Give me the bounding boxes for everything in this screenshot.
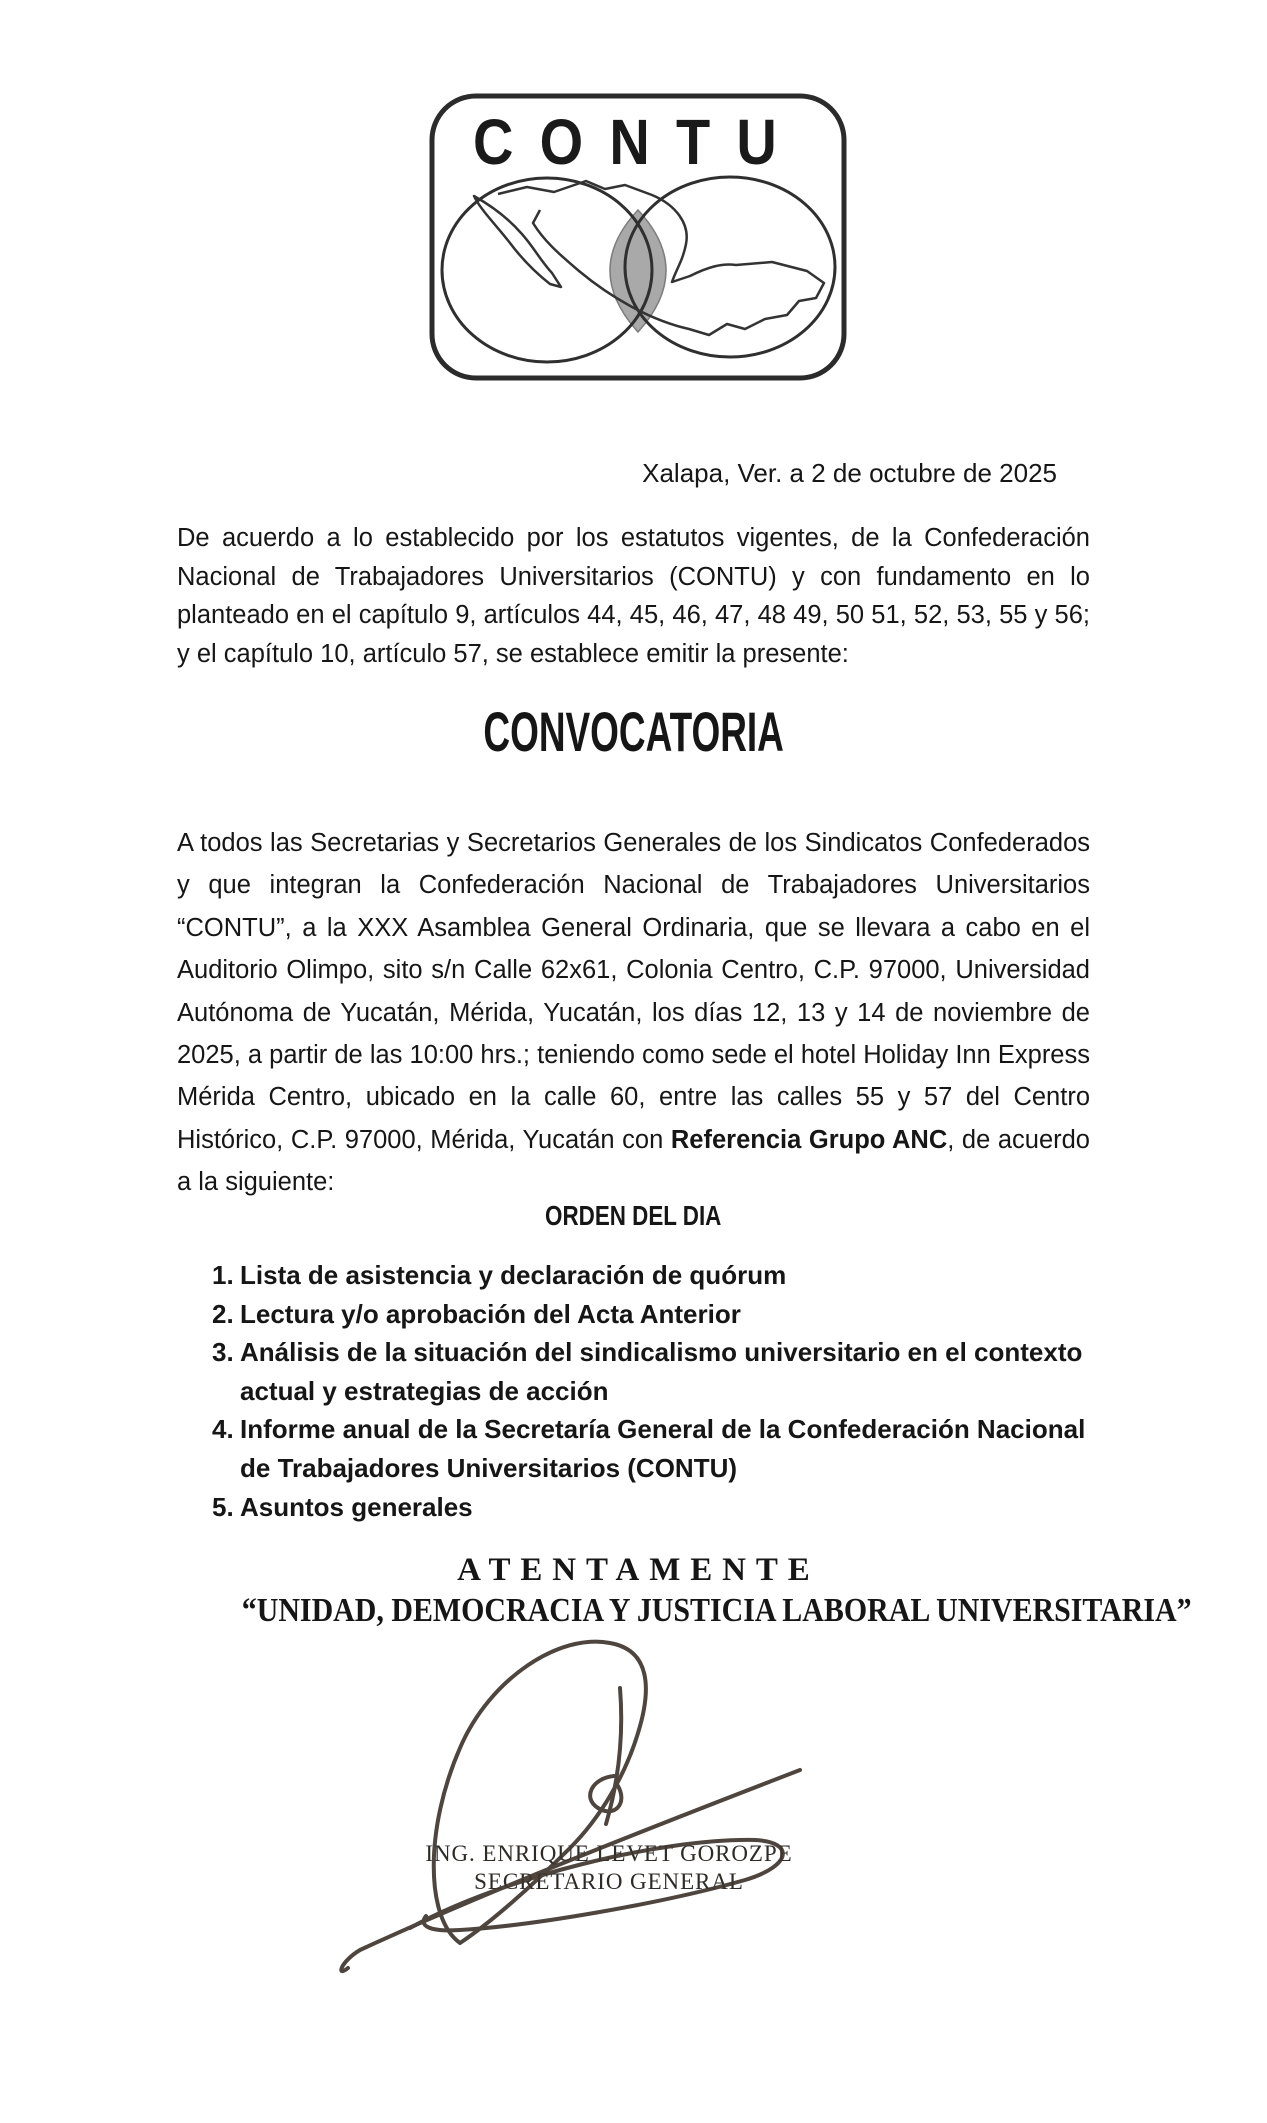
- intro-paragraph: De acuerdo a lo establecido por los estatutos vigentes, de la Confederación Nacional de Trabajadores Universitarios (CONTU) y con fundamento en lo planteado en el capítulo 9, artículos 44, 45, 46, 47, 48 49, 50 51, 52, 53, 55 y 56; y el capítulo 10, artículo 57, se establece emitir la presente:: [177, 524, 1090, 668]
- agenda-item: [212, 1256, 1090, 1295]
- agenda-item-text: Asuntos generales: [240, 1491, 473, 1522]
- closing-motto: [177, 1591, 1192, 1631]
- signatory-title: SECRETARIO GENERAL: [474, 1869, 744, 1894]
- agenda-item-number: 1.: [212, 1260, 234, 1290]
- document-title-text: CONVOCATORIA: [483, 700, 784, 763]
- agenda-heading: [177, 1199, 1090, 1233]
- agenda-item-text: Análisis de la situación del sindicalismo universitario en el contexto actual y estrategias de acción: [240, 1337, 1083, 1406]
- agenda-item-text: Informe anual de la Secretaría General de la Confederación Nacional de Trabajadores Universitarios (CONTU): [240, 1414, 1086, 1483]
- agenda-item: [212, 1488, 1090, 1527]
- document-title: [177, 702, 1090, 762]
- body-paragraph: [177, 822, 1090, 1204]
- agenda-item: [212, 1333, 1090, 1410]
- agenda-list: [177, 1256, 1090, 1526]
- closing-motto-text: “UNIDAD, DEMOCRACIA Y JUSTICIA LABORAL UNIVERSITARIA”: [241, 1592, 1192, 1629]
- signature-main-loop: [434, 1642, 646, 1943]
- contu-logo: [428, 92, 848, 382]
- date-line: Xalapa, Ver. a 2 de octubre de 2025: [642, 458, 1057, 488]
- agenda-item-number: 4.: [212, 1414, 234, 1445]
- body-paragraph-text: A todos las Secretarias y Secretarios Generales de los Sindicatos Confederados y que integran la Confederación Nacional de Trabajadores Universitarios “CONTU”, a la XXX Asamblea General Ordinaria, que se llevara a cabo en el Auditorio Olimpo, sito s/n Calle 62x61, Colonia Centro, C.P. 97000, Universidad Autónoma de Yucatán, Mérida, Yucatán, los días 12, 13 y 14 de noviembre de 2025, a partir de las 10:00 hrs.; teniendo como sede el hotel Holiday Inn Express Mérida Centro, ubicado en la calle 60, entre las calles 55 y 57 del Centro Histórico, C.P. 97000, Mérida, Yucatán con: [177, 829, 1090, 1154]
- agenda-item-number: 5.: [212, 1491, 234, 1522]
- signature-ink: [330, 1628, 850, 2003]
- agenda-item: [212, 1295, 1090, 1334]
- agenda-item-number: 2.: [212, 1298, 234, 1329]
- agenda-item-text: Lectura y/o aprobación del Acta Anterior: [240, 1298, 741, 1329]
- signature-small-loop: [590, 1776, 621, 1811]
- logo-acronym: CONTU: [473, 106, 803, 178]
- agenda-heading-text: ORDEN DEL DIA: [545, 1200, 722, 1231]
- group-reference-bold: Referencia Grupo ANC: [670, 1125, 948, 1154]
- agenda-item: [212, 1410, 1090, 1487]
- signature-stem: [606, 1688, 621, 1824]
- signatory-name: ING. ENRIQUE LEVET GOROZPE: [425, 1841, 793, 1866]
- signatory-block: [359, 1840, 859, 1896]
- agenda-item-text: Lista de asistencia y declaración de quórum: [240, 1260, 787, 1290]
- closing-salutation: ATENTAMENTE: [457, 1552, 820, 1588]
- body-paragraph-tail: , de acuerdo a la siguiente:: [177, 1125, 1090, 1197]
- agenda-item-number: 3.: [212, 1337, 234, 1368]
